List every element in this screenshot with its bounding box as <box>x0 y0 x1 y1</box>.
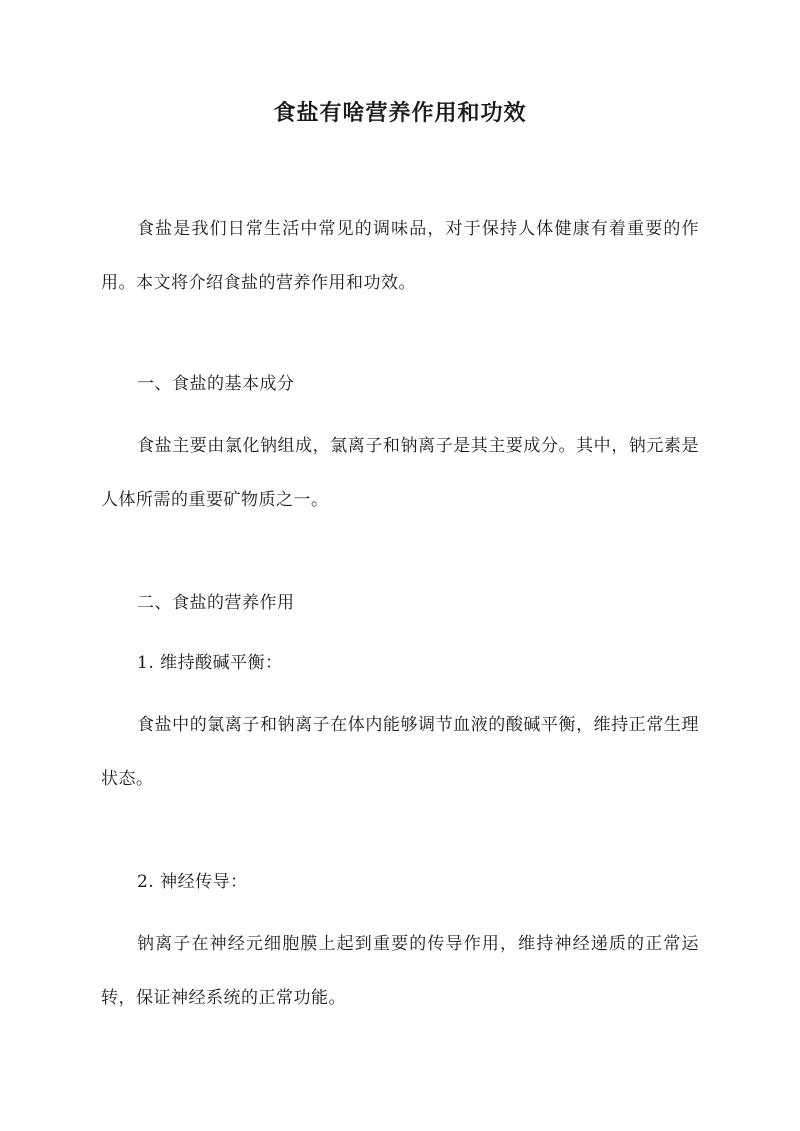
item1-heading: 1. 维持酸碱平衡： <box>137 653 283 673</box>
item1-body: 食盐中的氯离子和钠离子在体内能够调节血液的酸碱平衡，维持正常生理状态。 <box>101 715 699 789</box>
intro-paragraph: 食盐是我们日常生活中常见的调味品，对于保持人体健康有着重要的作用。本文将介绍食盐的营养作用和功效。 <box>101 219 699 293</box>
item2-heading: 2. 神经传导： <box>137 872 248 892</box>
item2-body: 钠离子在神经元细胞膜上起到重要的传导作用，维持神经递质的正常运转，保证神经系统的正常功能。 <box>101 934 699 1008</box>
section1-heading: 一、食盐的基本成分 <box>137 374 295 394</box>
document-title: 食盐有啥营养作用和功效 <box>273 100 527 126</box>
section2-heading: 二、食盐的营养作用 <box>137 593 295 613</box>
section1-body: 食盐主要由氯化钠组成，氯离子和钠离子是其主要成分。其中，钠元素是人体所需的重要矿物质之一。 <box>101 436 699 510</box>
